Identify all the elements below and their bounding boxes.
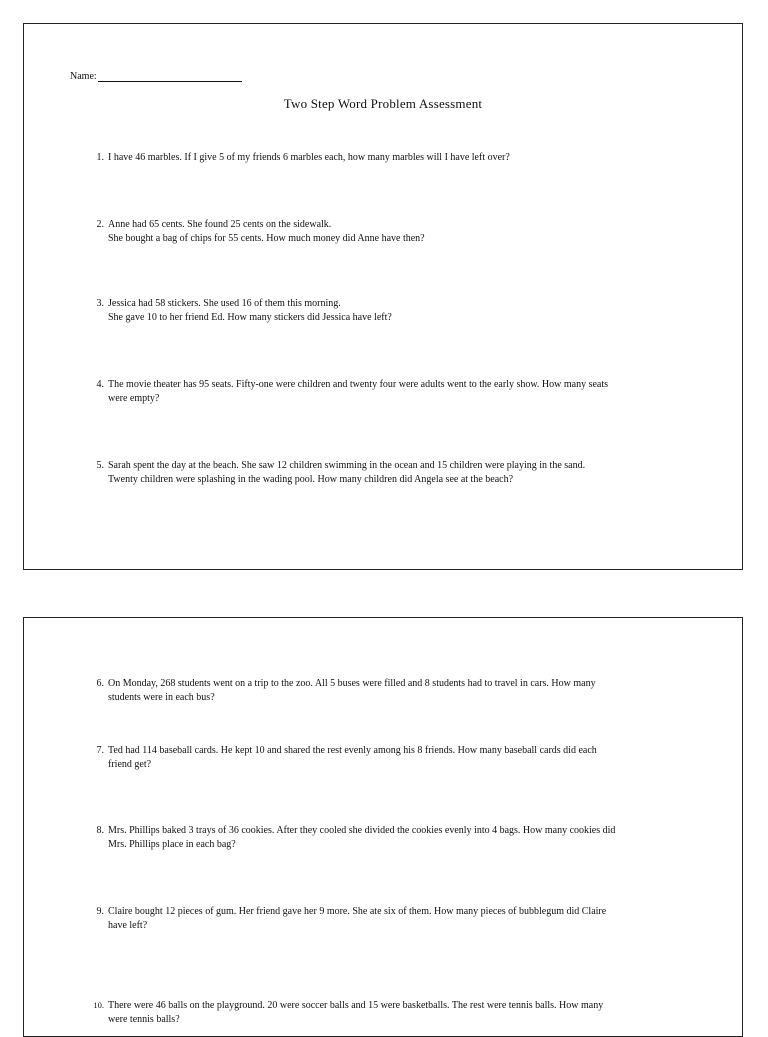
question-number: 7. (96, 745, 104, 756)
question-number: 10. (93, 1000, 104, 1010)
question-10 (84, 999, 694, 1026)
question-text: There were 46 balls on the playground. 20 were soccer balls and 15 were basketballs. The rest were tennis balls. How many were tennis balls? (108, 1000, 604, 1025)
question-number: 1. (96, 152, 104, 163)
worksheet-page-1 (23, 23, 743, 570)
question-number: 8. (96, 825, 104, 836)
question-number: 5. (96, 460, 104, 471)
question-number: 4. (96, 379, 104, 390)
question-text: I have 46 marbles. If I give 5 of my friends 6 marbles each, how many marbles will I have left over? (108, 152, 510, 163)
worksheet-page-2 (23, 617, 743, 1037)
question-number: 9. (96, 906, 104, 917)
question-8 (84, 824, 694, 851)
name-blank-line (98, 70, 242, 82)
question-number: 2. (96, 219, 104, 230)
name-field-row (70, 70, 242, 82)
question-text: Ted had 114 baseball cards. He kept 10 and shared the rest evenly among his 8 friends. How many baseball cards did each friend get? (108, 745, 597, 770)
question-number: 6. (96, 678, 104, 689)
question-text: Anne had 65 cents. She found 25 cents on the sidewalk. She bought a bag of chips for 55 cents. How much money did Anne have then? (108, 219, 425, 244)
question-text: On Monday, 268 students went on a trip to the zoo. All 5 buses were filled and 8 students had to travel in cars. How many students were in each bus? (108, 678, 596, 703)
name-label: Name: (70, 71, 97, 82)
question-5 (84, 459, 694, 486)
question-6 (84, 677, 694, 704)
question-7 (84, 744, 694, 771)
question-1 (84, 151, 694, 165)
page-title: Two Step Word Problem Assessment (283, 96, 483, 111)
question-text: Claire bought 12 pieces of gum. Her friend gave her 9 more. She ate six of them. How many pieces of bubblegum did Claire have left? (108, 906, 607, 931)
question-number: 3. (96, 298, 104, 309)
question-2 (84, 218, 694, 245)
question-9 (84, 905, 694, 932)
question-3 (84, 297, 694, 324)
question-text: Sarah spent the day at the beach. She saw 12 children swimming in the ocean and 15 children were playing in the sand. Twenty children were splashing in the wading pool. How many children did Angela see at the beach? (108, 460, 586, 485)
question-text: Mrs. Phillips baked 3 trays of 36 cookies. After they cooled she divided the cookies evenly into 4 bags. How many cookies did Mrs. Phillips place in each bag? (108, 825, 616, 850)
question-text: Jessica had 58 stickers. She used 16 of them this morning. She gave 10 to her friend Ed. How many stickers did Jessica have left? (108, 298, 392, 323)
question-4 (84, 378, 694, 405)
question-text: The movie theater has 95 seats. Fifty-one were children and twenty four were adults went to the early show. How many seats were empty? (108, 379, 609, 404)
